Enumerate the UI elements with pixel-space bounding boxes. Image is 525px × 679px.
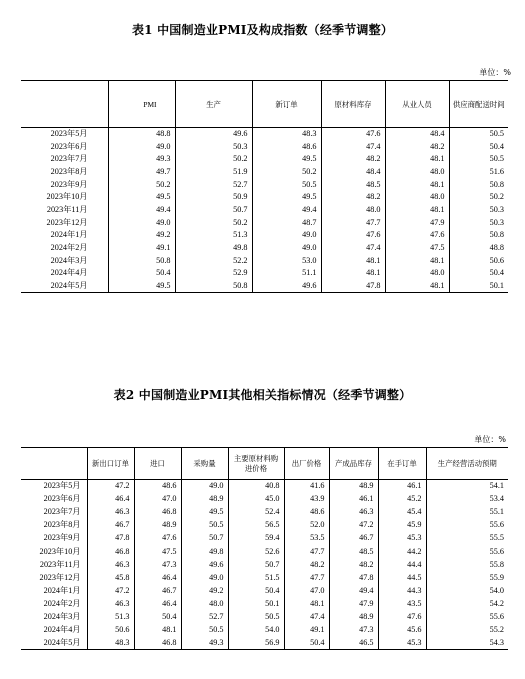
table2-row [21, 624, 508, 637]
value-cell: 49.6 [252, 280, 321, 293]
table2-header-finished-goods-inventory: 产成品库存 [329, 448, 378, 480]
value-cell: 47.7 [284, 545, 329, 558]
value-cell: 45.6 [378, 624, 426, 637]
value-cell: 48.1 [385, 153, 449, 166]
table2-row [21, 571, 508, 584]
value-cell: 49.4 [156, 204, 171, 214]
table1-row [21, 204, 508, 217]
value-cell: 49.5 [252, 191, 321, 204]
value-cell: 45.4 [378, 506, 426, 519]
value-cell: 48.0 [385, 267, 449, 280]
month-cell: 2023年8月 [43, 520, 81, 530]
table1-row [21, 140, 508, 153]
value-cell: 48.5 [329, 545, 378, 558]
value-cell: 51.6 [449, 166, 508, 179]
value-cell: 50.5 [449, 128, 508, 141]
month-cell: 2023年11月 [39, 559, 81, 569]
table1-unit-label: 单位：% [479, 68, 511, 77]
value-cell: 48.1 [134, 624, 181, 637]
value-cell: 48.8 [449, 242, 508, 255]
table2-row [21, 480, 508, 493]
value-cell: 50.5 [228, 610, 284, 623]
value-cell: 52.4 [228, 506, 284, 519]
value-cell: 49.5 [252, 153, 321, 166]
table2-corner-cell [21, 448, 87, 480]
table2-row [21, 610, 508, 623]
value-cell: 45.0 [228, 493, 284, 506]
value-cell: 48.0 [321, 204, 385, 217]
value-cell: 50.7 [175, 204, 252, 217]
value-cell: 50.2 [175, 216, 252, 229]
value-cell: 49.2 [156, 230, 171, 240]
value-cell: 47.5 [134, 545, 181, 558]
value-cell: 49.0 [181, 480, 228, 493]
table1-header-employment: 从业人员 [385, 81, 449, 128]
value-cell: 52.0 [284, 519, 329, 532]
value-cell: 49.8 [181, 545, 228, 558]
value-cell: 55.9 [426, 571, 508, 584]
table2-header-purchase-quantity: 采购量 [181, 448, 228, 480]
table1-row [21, 267, 508, 280]
value-cell: 50.7 [181, 532, 228, 545]
value-cell: 49.5 [156, 280, 171, 290]
value-cell: 47.8 [321, 280, 385, 293]
table1-row [21, 254, 508, 267]
value-cell: 48.2 [321, 191, 385, 204]
month-cell: 2023年6月 [43, 494, 81, 504]
value-cell: 48.2 [321, 153, 385, 166]
value-cell: 49.4 [252, 204, 321, 217]
value-cell: 51.3 [87, 610, 134, 623]
table1-header-pmi: PMI [108, 81, 175, 128]
table2-header-input-prices: 主要原材料购进价格 [228, 448, 284, 480]
table2-unit-label: 单位：% [474, 435, 506, 444]
value-cell: 50.5 [252, 178, 321, 191]
value-cell: 46.7 [134, 584, 181, 597]
month-cell: 2023年5月 [21, 128, 108, 141]
month-cell: 2023年11月 [21, 204, 108, 217]
month-cell: 2024年3月 [43, 611, 81, 621]
value-cell: 49.1 [284, 624, 329, 637]
table1 [21, 80, 508, 293]
table2-row [21, 519, 508, 532]
value-cell: 47.2 [87, 480, 134, 493]
month-cell: 2024年5月 [21, 280, 108, 293]
value-cell: 55.2 [426, 624, 508, 637]
value-cell: 50.4 [284, 637, 329, 650]
value-cell: 43.5 [378, 597, 426, 610]
value-cell: 50.7 [228, 558, 284, 571]
table2-row [21, 506, 508, 519]
value-cell: 46.4 [87, 493, 134, 506]
value-cell: 51.3 [175, 229, 252, 242]
value-cell: 46.8 [87, 545, 134, 558]
value-cell: 49.0 [252, 242, 321, 255]
value-cell: 54.0 [228, 624, 284, 637]
value-cell: 48.3 [87, 637, 134, 650]
value-cell: 48.5 [321, 178, 385, 191]
value-cell: 40.8 [228, 480, 284, 493]
table1-title: 表1 中国制造业PMI及构成指数（经季节调整） [131, 23, 394, 37]
value-cell: 46.3 [87, 597, 134, 610]
table2 [21, 447, 508, 650]
table1-header-row [21, 81, 508, 128]
value-cell: 45.2 [378, 493, 426, 506]
value-cell: 52.9 [175, 267, 252, 280]
value-cell: 48.7 [252, 216, 321, 229]
value-cell: 47.2 [87, 584, 134, 597]
value-cell: 46.4 [134, 597, 181, 610]
table2-row [21, 493, 508, 506]
month-cell: 2024年4月 [43, 625, 81, 635]
month-cell: 2023年10月 [21, 191, 108, 204]
value-cell: 46.7 [87, 519, 134, 532]
value-cell: 50.2 [252, 166, 321, 179]
value-cell: 46.3 [329, 506, 378, 519]
month-cell: 2023年5月 [43, 481, 81, 491]
table2-header-new-export-orders: 新出口订单 [87, 448, 134, 480]
value-cell: 46.8 [134, 637, 181, 650]
value-cell: 46.1 [329, 493, 378, 506]
value-cell: 48.2 [284, 558, 329, 571]
table2-title: 表2 中国制造业PMI其他相关指标情况（经季节调整） [113, 388, 412, 402]
month-cell: 2023年8月 [21, 166, 108, 179]
value-cell: 43.9 [284, 493, 329, 506]
value-cell: 49.5 [156, 192, 171, 202]
table2-row [21, 597, 508, 610]
value-cell: 47.4 [284, 610, 329, 623]
value-cell: 48.9 [329, 480, 378, 493]
month-cell: 2023年9月 [21, 178, 108, 191]
value-cell: 49.3 [181, 637, 228, 650]
value-cell: 47.0 [284, 584, 329, 597]
value-cell: 46.1 [378, 480, 426, 493]
table2-header-output-prices: 出厂价格 [284, 448, 329, 480]
value-cell: 47.6 [321, 229, 385, 242]
value-cell: 48.1 [385, 178, 449, 191]
month-cell: 2023年7月 [21, 153, 108, 166]
value-cell: 49.3 [156, 154, 171, 164]
value-cell: 53.5 [284, 532, 329, 545]
value-cell: 46.5 [329, 637, 378, 650]
value-cell: 47.6 [378, 610, 426, 623]
value-cell: 49.6 [175, 128, 252, 141]
value-cell: 47.6 [385, 229, 449, 242]
value-cell: 50.1 [228, 597, 284, 610]
value-cell: 47.0 [134, 493, 181, 506]
month-cell: 2024年3月 [21, 254, 108, 267]
value-cell: 49.1 [156, 243, 171, 253]
value-cell: 50.2 [156, 179, 171, 189]
value-cell: 46.7 [329, 532, 378, 545]
value-cell: 47.9 [329, 597, 378, 610]
value-cell: 50.6 [449, 254, 508, 267]
value-cell: 54.1 [426, 480, 508, 493]
value-cell: 50.3 [449, 204, 508, 217]
value-cell: 47.4 [321, 242, 385, 255]
month-cell: 2024年2月 [43, 598, 81, 608]
value-cell: 48.1 [385, 280, 449, 293]
value-cell: 52.2 [175, 254, 252, 267]
value-cell: 48.9 [181, 493, 228, 506]
value-cell: 48.9 [329, 610, 378, 623]
value-cell: 48.1 [284, 597, 329, 610]
value-cell: 50.8 [449, 178, 508, 191]
table1-header-production: 生产 [175, 81, 252, 128]
value-cell: 47.7 [284, 571, 329, 584]
value-cell: 46.8 [134, 506, 181, 519]
table2-header-row [21, 448, 508, 480]
value-cell: 48.0 [181, 597, 228, 610]
value-cell: 48.6 [134, 480, 181, 493]
value-cell: 47.7 [321, 216, 385, 229]
value-cell: 47.6 [321, 128, 385, 141]
table1-row [21, 242, 508, 255]
value-cell: 48.0 [385, 166, 449, 179]
value-cell: 48.4 [385, 128, 449, 141]
month-cell: 2024年2月 [21, 242, 108, 255]
table2-row [21, 532, 508, 545]
value-cell: 47.3 [134, 558, 181, 571]
value-cell: 49.0 [181, 571, 228, 584]
value-cell: 51.5 [228, 571, 284, 584]
month-cell: 2024年5月 [43, 637, 81, 647]
value-cell: 49.0 [156, 217, 171, 227]
month-cell: 2023年6月 [21, 140, 108, 153]
value-cell: 46.4 [134, 571, 181, 584]
value-cell: 54.2 [426, 597, 508, 610]
value-cell: 44.2 [378, 545, 426, 558]
value-cell: 41.6 [284, 480, 329, 493]
value-cell: 51.1 [252, 267, 321, 280]
value-cell: 52.6 [228, 545, 284, 558]
table1-row [21, 191, 508, 204]
value-cell: 50.2 [449, 191, 508, 204]
value-cell: 47.9 [385, 216, 449, 229]
value-cell: 48.1 [385, 204, 449, 217]
value-cell: 47.4 [321, 140, 385, 153]
value-cell: 48.2 [329, 558, 378, 571]
value-cell: 48.1 [385, 254, 449, 267]
value-cell: 45.9 [378, 519, 426, 532]
value-cell: 44.5 [378, 571, 426, 584]
value-cell: 50.8 [175, 280, 252, 293]
value-cell: 49.7 [156, 166, 171, 176]
value-cell: 50.8 [156, 255, 171, 265]
value-cell: 47.5 [385, 242, 449, 255]
value-cell: 50.4 [134, 610, 181, 623]
value-cell: 50.9 [175, 191, 252, 204]
value-cell: 48.2 [385, 140, 449, 153]
value-cell: 55.6 [426, 545, 508, 558]
value-cell: 56.5 [228, 519, 284, 532]
month-cell: 2023年9月 [43, 533, 81, 543]
month-cell: 2023年10月 [39, 546, 81, 556]
table1-row [21, 229, 508, 242]
value-cell: 55.6 [426, 519, 508, 532]
value-cell: 54.0 [426, 584, 508, 597]
table1-header-supplier-delivery-time: 供应商配送时间 [449, 81, 508, 128]
value-cell: 47.8 [87, 532, 134, 545]
table2-row [21, 637, 508, 650]
value-cell: 50.6 [87, 624, 134, 637]
value-cell: 48.6 [252, 140, 321, 153]
table1-row [21, 153, 508, 166]
month-cell: 2024年1月 [43, 585, 81, 595]
value-cell: 49.0 [156, 141, 171, 151]
value-cell: 59.4 [228, 532, 284, 545]
value-cell: 49.5 [181, 506, 228, 519]
value-cell: 53.0 [252, 254, 321, 267]
value-cell: 50.5 [181, 624, 228, 637]
value-cell: 50.3 [449, 216, 508, 229]
value-cell: 55.1 [426, 506, 508, 519]
value-cell: 52.7 [181, 610, 228, 623]
value-cell: 45.3 [378, 637, 426, 650]
value-cell: 50.1 [449, 280, 508, 293]
table1-row [21, 216, 508, 229]
table2-row [21, 545, 508, 558]
value-cell: 48.4 [321, 166, 385, 179]
value-cell: 51.9 [175, 166, 252, 179]
value-cell: 53.4 [426, 493, 508, 506]
value-cell: 46.3 [87, 506, 134, 519]
value-cell: 47.8 [329, 571, 378, 584]
value-cell: 52.7 [175, 178, 252, 191]
value-cell: 50.2 [175, 153, 252, 166]
value-cell: 49.8 [175, 242, 252, 255]
value-cell: 49.0 [252, 229, 321, 242]
table1-header-new-orders: 新订单 [252, 81, 321, 128]
value-cell: 48.1 [321, 267, 385, 280]
value-cell: 49.4 [329, 584, 378, 597]
table1-row [21, 166, 508, 179]
value-cell: 50.4 [449, 140, 508, 153]
month-cell: 2024年4月 [21, 267, 108, 280]
table2-header-imports: 进口 [134, 448, 181, 480]
value-cell: 55.6 [426, 610, 508, 623]
value-cell: 50.4 [449, 267, 508, 280]
value-cell: 45.3 [378, 532, 426, 545]
table2-row [21, 558, 508, 571]
month-cell: 2024年1月 [21, 229, 108, 242]
table1-corner-cell [21, 81, 108, 128]
value-cell: 56.9 [228, 637, 284, 650]
month-cell: 2023年7月 [43, 507, 81, 517]
value-cell: 55.8 [426, 558, 508, 571]
table1-header-raw-material-inventory: 原材料库存 [321, 81, 385, 128]
value-cell: 44.4 [378, 558, 426, 571]
value-cell: 55.5 [426, 532, 508, 545]
value-cell: 45.8 [87, 571, 134, 584]
table1-row [21, 128, 508, 141]
value-cell: 49.2 [181, 584, 228, 597]
table2-row [21, 584, 508, 597]
value-cell: 47.2 [329, 519, 378, 532]
table2-header-backlog-orders: 在手订单 [378, 448, 426, 480]
value-cell: 48.6 [284, 506, 329, 519]
month-cell: 2023年12月 [21, 216, 108, 229]
value-cell: 49.6 [181, 558, 228, 571]
value-cell: 54.3 [426, 637, 508, 650]
value-cell: 48.3 [252, 128, 321, 141]
value-cell: 48.0 [385, 191, 449, 204]
value-cell: 44.3 [378, 584, 426, 597]
value-cell: 50.4 [156, 268, 171, 278]
value-cell: 50.5 [449, 153, 508, 166]
value-cell: 48.1 [321, 254, 385, 267]
value-cell: 48.8 [156, 129, 171, 139]
value-cell: 46.3 [87, 558, 134, 571]
table2-header-business-expectations: 生产经营活动预期 [426, 448, 508, 480]
value-cell: 47.3 [329, 624, 378, 637]
table1-row [21, 280, 508, 293]
value-cell: 48.9 [134, 519, 181, 532]
value-cell: 47.6 [134, 532, 181, 545]
value-cell: 50.8 [449, 229, 508, 242]
value-cell: 50.3 [175, 140, 252, 153]
value-cell: 50.4 [228, 584, 284, 597]
month-cell: 2023年12月 [39, 572, 81, 582]
value-cell: 50.5 [181, 519, 228, 532]
table1-row [21, 178, 508, 191]
